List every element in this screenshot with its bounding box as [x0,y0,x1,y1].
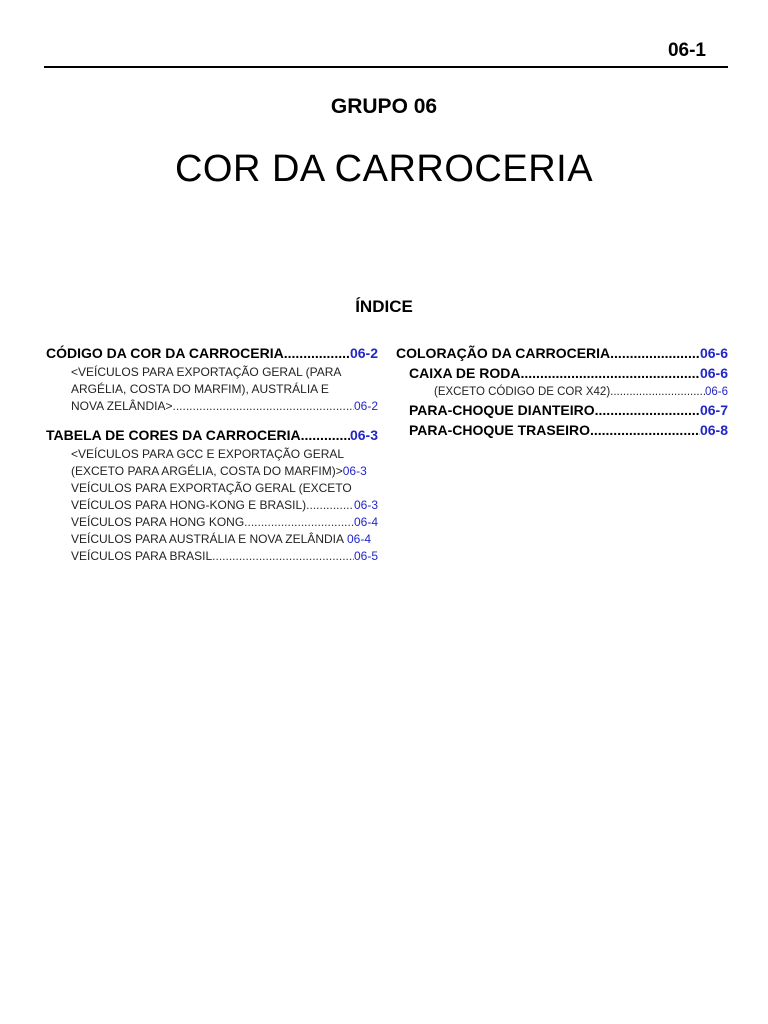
toc-page-ref[interactable]: 06-5 [353,549,378,563]
toc-subentry-line: ARGÉLIA, COSTA DO MARFIM), AUSTRÁLIA E [71,382,329,396]
toc-subentry-hongkong[interactable] [71,514,378,531]
toc-entry-label: CÓDIGO DA COR DA CARROCERIA [46,345,284,361]
toc-entry-coloracao[interactable] [396,344,728,363]
toc-entry-label: CAIXA DE RODA [409,365,521,381]
toc-leader-dots [610,344,700,363]
toc-subentry-line: (EXCETO PARA ARGÉLIA, COSTA DO MARFIM)> [71,464,343,478]
toc-page-ref[interactable]: 06-8 [699,422,728,438]
toc-page-ref[interactable]: 06-4 [346,532,372,546]
toc-subentries-tabela [46,446,378,565]
toc-leader-dots [595,401,700,420]
toc-entry-label: PARA-CHOQUE TRASEIRO [409,422,590,438]
toc-subentry-caixa[interactable] [409,384,728,401]
toc-subentry-australia[interactable] [71,531,378,548]
toc-page-ref[interactable]: 06-7 [699,402,728,418]
toc-subentry-line: <VEÍCULOS PARA EXPORTAÇÃO GERAL (PARA [71,365,342,379]
toc-subentry-line: <VEÍCULOS PARA GCC E EXPORTAÇÃO GERAL [71,447,345,461]
toc-page-ref[interactable]: 06-2 [353,399,378,413]
toc-subentry-line: VEÍCULOS PARA EXPORTAÇÃO GERAL (EXCETO [71,481,352,495]
toc-leader-dots [521,364,700,383]
page-number: 06-1 [667,40,706,61]
toc-leader-dots [306,497,354,514]
toc-entry-label: TABELA DE CORES DA CARROCERIA [46,427,301,443]
toc-entry-label: COLORAÇÃO DA CARROCERIA [396,345,611,361]
toc-subentry-label: VEÍCULOS PARA BRASIL [71,549,213,563]
toc-page-ref[interactable]: 06-3 [342,464,367,478]
toc-page-ref[interactable]: 06-6 [704,386,728,398]
toc-subentry-exportacao[interactable] [71,480,378,514]
header-rule [44,66,728,68]
toc-entry-tabela[interactable] [46,426,378,445]
group-title: GRUPO 06 [330,95,438,118]
toc-subentry-label: VEÍCULOS PARA HONG KONG [71,515,245,529]
toc-leader-dots [301,426,350,445]
toc-leader-dots [244,514,354,531]
toc-left-column [46,344,378,565]
toc-subentry-gcc[interactable] [71,446,378,480]
toc-page-ref[interactable]: 06-4 [353,515,378,529]
toc-subentry-brasil[interactable] [71,548,378,565]
toc-page-ref[interactable]: 06-6 [699,345,728,361]
toc-entry-traseiro[interactable] [409,421,728,440]
toc-page-ref[interactable]: 06-2 [349,345,378,361]
toc-subentry-line: VEÍCULOS PARA HONG-KONG E BRASIL) [71,498,307,512]
toc-leader-dots [610,384,705,401]
toc-subentry-line: NOVA ZELÂNDIA> [71,399,173,413]
toc-subentry-codigo[interactable] [46,364,378,415]
toc-entry-codigo[interactable] [46,344,378,363]
toc-entry-label: PARA-CHOQUE DIANTEIRO [409,402,595,418]
page-title: COR DA CARROCERIA [174,148,594,190]
toc-leader-dots [284,344,350,363]
toc-entry-caixa-de-roda[interactable] [409,364,728,383]
toc-entry-dianteiro[interactable] [409,401,728,420]
toc-subentry-label: VEÍCULOS PARA AUSTRÁLIA E NOVA ZELÂNDIA [71,532,344,546]
index-heading: ÍNDICE [355,297,413,316]
toc-leader-dots [590,421,700,440]
toc-page-ref[interactable]: 06-3 [353,498,378,512]
toc-right-column [396,344,728,441]
toc-leader-dots [172,398,353,415]
toc-subentry-label: (EXCETO CÓDIGO DE COR X42) [434,386,611,398]
toc-leader-dots [212,548,354,565]
toc-page-ref[interactable]: 06-6 [699,365,728,381]
toc-page-ref[interactable]: 06-3 [349,427,378,443]
